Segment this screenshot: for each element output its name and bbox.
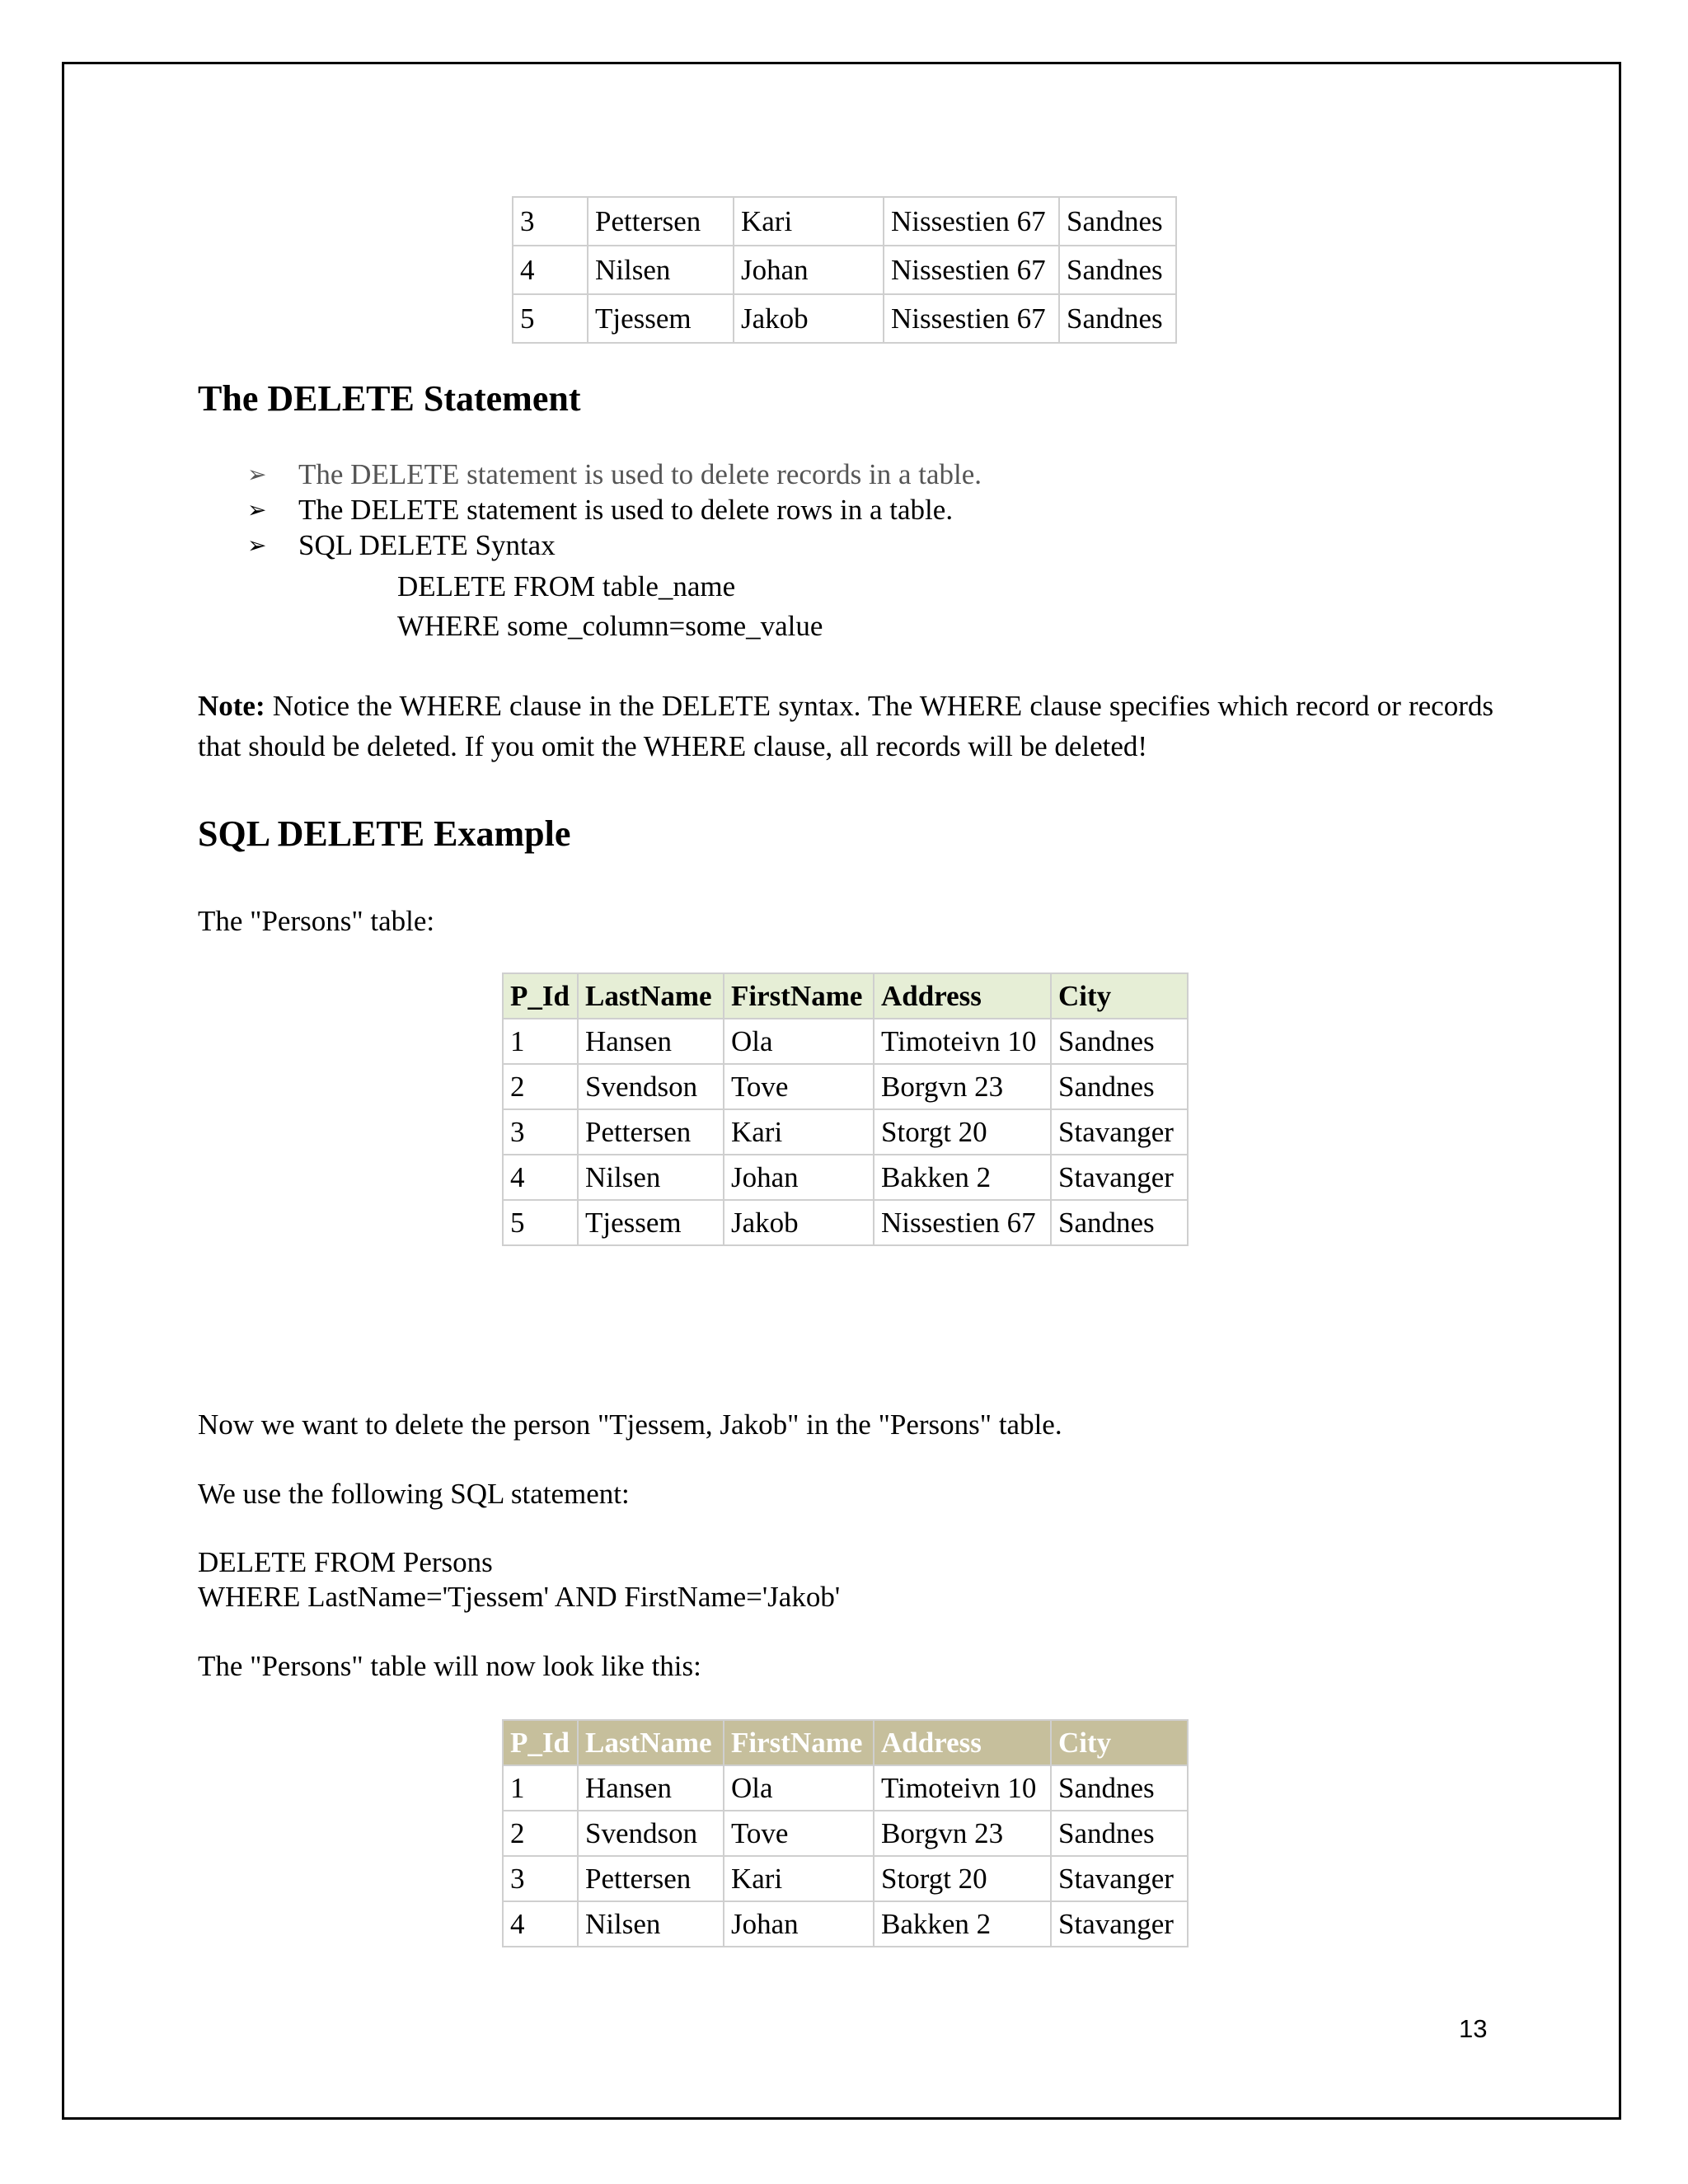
section-heading-delete-example: SQL DELETE Example	[198, 813, 571, 854]
table-cell: Tove	[724, 1064, 874, 1109]
table-cell: Pettersen	[588, 197, 734, 246]
table-cell: Borgvn 23	[874, 1811, 1051, 1856]
table-cell: 1	[503, 1019, 578, 1064]
column-header: City	[1051, 1720, 1188, 1765]
table-cell: Pettersen	[578, 1109, 724, 1155]
table-cell: Timoteivn 10	[874, 1019, 1051, 1064]
table-cell: 5	[513, 294, 588, 343]
column-header: City	[1051, 973, 1188, 1019]
table-row	[503, 1155, 1188, 1200]
table-cell: Sandnes	[1051, 1064, 1188, 1109]
table-row	[503, 1856, 1188, 1901]
page-number: 13	[1459, 2014, 1488, 2043]
table-cell: Nissestien 67	[884, 246, 1059, 294]
table-cell: 1	[503, 1765, 578, 1811]
note-paragraph	[198, 686, 1493, 766]
column-header: FirstName	[724, 1720, 874, 1765]
table-cell: Kari	[724, 1856, 874, 1901]
table-row	[513, 294, 1176, 343]
table-cell: Hansen	[578, 1765, 724, 1811]
table-cell: Nilsen	[578, 1155, 724, 1200]
table-row	[503, 1109, 1188, 1155]
table-row	[503, 1019, 1188, 1064]
list-item: ➢ The DELETE statement is used to delete records in a table.	[247, 458, 982, 490]
top-table	[512, 196, 1177, 344]
table-cell: Johan	[734, 246, 884, 294]
table-cell: Stavanger	[1051, 1856, 1188, 1901]
column-header: FirstName	[724, 973, 874, 1019]
table-cell: Storgt 20	[874, 1109, 1051, 1155]
table-cell: Johan	[724, 1155, 874, 1200]
table-row	[503, 1200, 1188, 1245]
result-table-body	[503, 1765, 1188, 1947]
table-cell: Stavanger	[1051, 1155, 1188, 1200]
arrow-bullet-icon: ➢	[247, 496, 267, 523]
table-row	[513, 197, 1176, 246]
delete-description: Now we want to delete the person "Tjessem, Jakob" in the "Persons" table.	[198, 1408, 1062, 1441]
table-cell: 2	[503, 1811, 578, 1856]
table-cell: Nissestien 67	[884, 197, 1059, 246]
note-text: Notice the WHERE clause in the DELETE syntax. The WHERE clause specifies which record or records that should be deleted. If you omit the WHERE clause, all records will be deleted!	[198, 690, 1493, 762]
table-cell: 4	[503, 1155, 578, 1200]
table-cell: Timoteivn 10	[874, 1765, 1051, 1811]
table-cell: Stavanger	[1051, 1901, 1188, 1947]
table-cell: Nilsen	[578, 1901, 724, 1947]
column-header: LastName	[578, 973, 724, 1019]
table-row	[513, 246, 1176, 294]
note-label: Note:	[198, 690, 265, 722]
table-cell: Bakken 2	[874, 1155, 1051, 1200]
sql-intro: We use the following SQL statement:	[198, 1478, 630, 1510]
result-table	[502, 1719, 1189, 1947]
list-item: ➢ SQL DELETE Syntax	[247, 529, 556, 561]
table-cell: Tjessem	[578, 1200, 724, 1245]
table-row	[503, 1811, 1188, 1856]
column-header: LastName	[578, 1720, 724, 1765]
table-cell: Nissestien 67	[884, 294, 1059, 343]
table-cell: Jakob	[724, 1200, 874, 1245]
sql-line: WHERE LastName='Tjessem' AND FirstName='Jakob'	[198, 1581, 841, 1613]
table-cell: Tove	[724, 1811, 874, 1856]
table-cell: Jakob	[734, 294, 884, 343]
sql-line: DELETE FROM Persons	[198, 1546, 493, 1578]
persons-table-body	[503, 1019, 1188, 1245]
column-header: Address	[874, 1720, 1051, 1765]
table-row	[503, 1901, 1188, 1947]
table-cell: Kari	[734, 197, 884, 246]
table-cell: 4	[503, 1901, 578, 1947]
table-cell: Storgt 20	[874, 1856, 1051, 1901]
table-cell: Johan	[724, 1901, 874, 1947]
table-cell: Nissestien 67	[874, 1200, 1051, 1245]
table-cell: Bakken 2	[874, 1901, 1051, 1947]
table-cell: Stavanger	[1051, 1109, 1188, 1155]
list-item: ➢ The DELETE statement is used to delete rows in a table.	[247, 494, 954, 526]
table-cell: Sandnes	[1051, 1811, 1188, 1856]
table-cell: Nilsen	[588, 246, 734, 294]
table-header-row	[503, 973, 1188, 1019]
table-cell: 3	[503, 1856, 578, 1901]
table-cell: Borgvn 23	[874, 1064, 1051, 1109]
column-header: Address	[874, 973, 1051, 1019]
persons-intro: The "Persons" table:	[198, 905, 435, 937]
table-cell: Sandnes	[1051, 1019, 1188, 1064]
table-cell: Sandnes	[1059, 197, 1176, 246]
table-cell: Kari	[724, 1109, 874, 1155]
table-cell: Tjessem	[588, 294, 734, 343]
table-cell: 5	[503, 1200, 578, 1245]
table-cell: Sandnes	[1051, 1200, 1188, 1245]
persons-table	[502, 972, 1189, 1246]
column-header: P_Id	[503, 973, 578, 1019]
table-cell: Svendson	[578, 1064, 724, 1109]
sql-statement	[198, 1545, 840, 1615]
arrow-bullet-icon: ➢	[247, 461, 267, 488]
table-cell: Sandnes	[1051, 1765, 1188, 1811]
table-cell: 3	[513, 197, 588, 246]
table-cell: Pettersen	[578, 1856, 724, 1901]
table-cell: 2	[503, 1064, 578, 1109]
table-row	[503, 1765, 1188, 1811]
top-table-body	[513, 197, 1176, 343]
bullet-list	[247, 457, 982, 563]
table-row	[503, 1064, 1188, 1109]
arrow-bullet-icon: ➢	[247, 532, 267, 559]
syntax-line: DELETE FROM table_name	[397, 570, 736, 602]
table-cell: Svendson	[578, 1811, 724, 1856]
syntax-line: WHERE some_column=some_value	[397, 610, 823, 642]
table-cell: 4	[513, 246, 588, 294]
table-header-row	[503, 1720, 1188, 1765]
table-cell: Ola	[724, 1765, 874, 1811]
table-cell: Sandnes	[1059, 246, 1176, 294]
table-cell: 3	[503, 1109, 578, 1155]
table-cell: Sandnes	[1059, 294, 1176, 343]
section-heading-delete-statement: The DELETE Statement	[198, 378, 581, 419]
table-cell: Ola	[724, 1019, 874, 1064]
column-header: P_Id	[503, 1720, 578, 1765]
table-cell: Hansen	[578, 1019, 724, 1064]
syntax-block	[397, 567, 823, 646]
result-intro: The "Persons" table will now look like this:	[198, 1650, 701, 1682]
